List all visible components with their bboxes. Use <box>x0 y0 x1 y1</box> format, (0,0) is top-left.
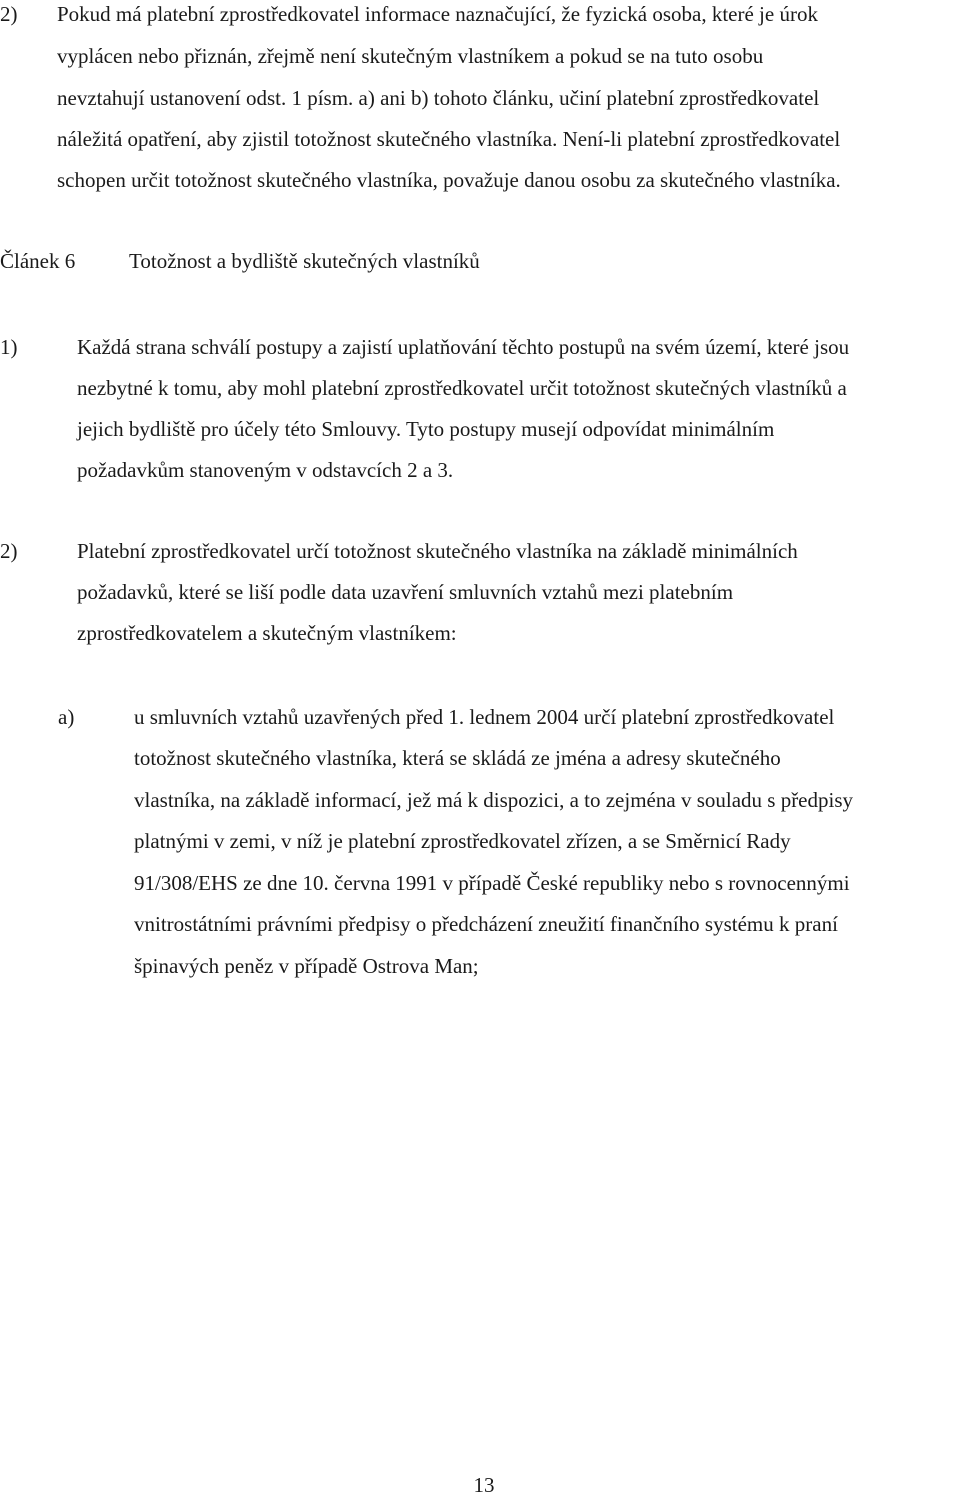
list-item-line: u smluvních vztahů uzavřených před 1. lednem 2004 určí platební zprostředkovatel <box>134 705 835 729</box>
paragraph-number: 1) <box>0 335 18 359</box>
paragraph-line: náležitá opatření, aby zjistil totožnost skutečného vlastníka. Není-li platební zprostředkovatel <box>57 127 841 151</box>
paragraph-line: schopen určit totožnost skutečného vlastníka, považuje danou osobu za skutečného vlastníka. <box>57 168 841 192</box>
article-heading <box>0 247 480 275</box>
article-label: Článek 6 <box>0 249 76 273</box>
list-item-line: vnitrostátními právními předpisy o předcházení zneužití finančního systému k praní <box>134 912 838 936</box>
paragraph-line: vyplácen nebo přiznán, zřejmě není skutečným vlastníkem a pokud se na tuto osobu <box>57 44 764 68</box>
paragraph-number: 2) <box>0 2 18 26</box>
paragraph-line: jejich bydliště pro účely této Smlouvy. Tyto postupy musejí odpovídat minimálním <box>77 417 775 441</box>
paragraph-line: požadavků, které se liší podle data uzavření smluvních vztahů mezi platebním <box>77 580 734 604</box>
paragraph-line: nevztahují ustanovení odst. 1 písm. a) ani b) tohoto článku, učiní platební zprostředkovatel <box>57 86 820 110</box>
paragraph-line: Platební zprostředkovatel určí totožnost skutečného vlastníka na základě minimálních <box>77 539 798 563</box>
paragraph-number: 2) <box>0 539 18 563</box>
list-item-marker: a) <box>58 705 75 729</box>
article-title: Totožnost a bydliště skutečných vlastníků <box>129 249 480 273</box>
paragraph-line: požadavkům stanoveným v odstavcích 2 a 3. <box>77 458 454 482</box>
paragraph-line: zprostředkovatelem a skutečným vlastníkem: <box>77 621 457 645</box>
list-item-line: vlastníka, na základě informací, jež má k dispozici, a to zejména v souladu s předpisy <box>134 788 854 812</box>
list-item-line: platnými v zemi, v níž je platební zprostředkovatel zřízen, a se Směrnicí Rady <box>134 829 791 853</box>
paragraph-line: Pokud má platební zprostředkovatel informace naznačující, že fyzická osoba, které je úrok <box>57 2 818 26</box>
paragraph-line: nezbytné k tomu, aby mohl platební zprostředkovatel určit totožnost skutečných vlastníků a <box>77 376 847 400</box>
list-item-line: 91/308/EHS ze dne 10. června 1991 v případě České republiky nebo s rovnocennými <box>134 871 850 895</box>
list-item-line: špinavých peněz v případě Ostrova Man; <box>134 954 479 978</box>
list-item-line: totožnost skutečného vlastníka, která se skládá ze jména a adresy skutečného <box>134 746 781 770</box>
page-number: 13 <box>473 1473 495 1497</box>
paragraph-line: Každá strana schválí postupy a zajistí uplatňování těchto postupů na svém území, které jsou <box>77 335 850 359</box>
